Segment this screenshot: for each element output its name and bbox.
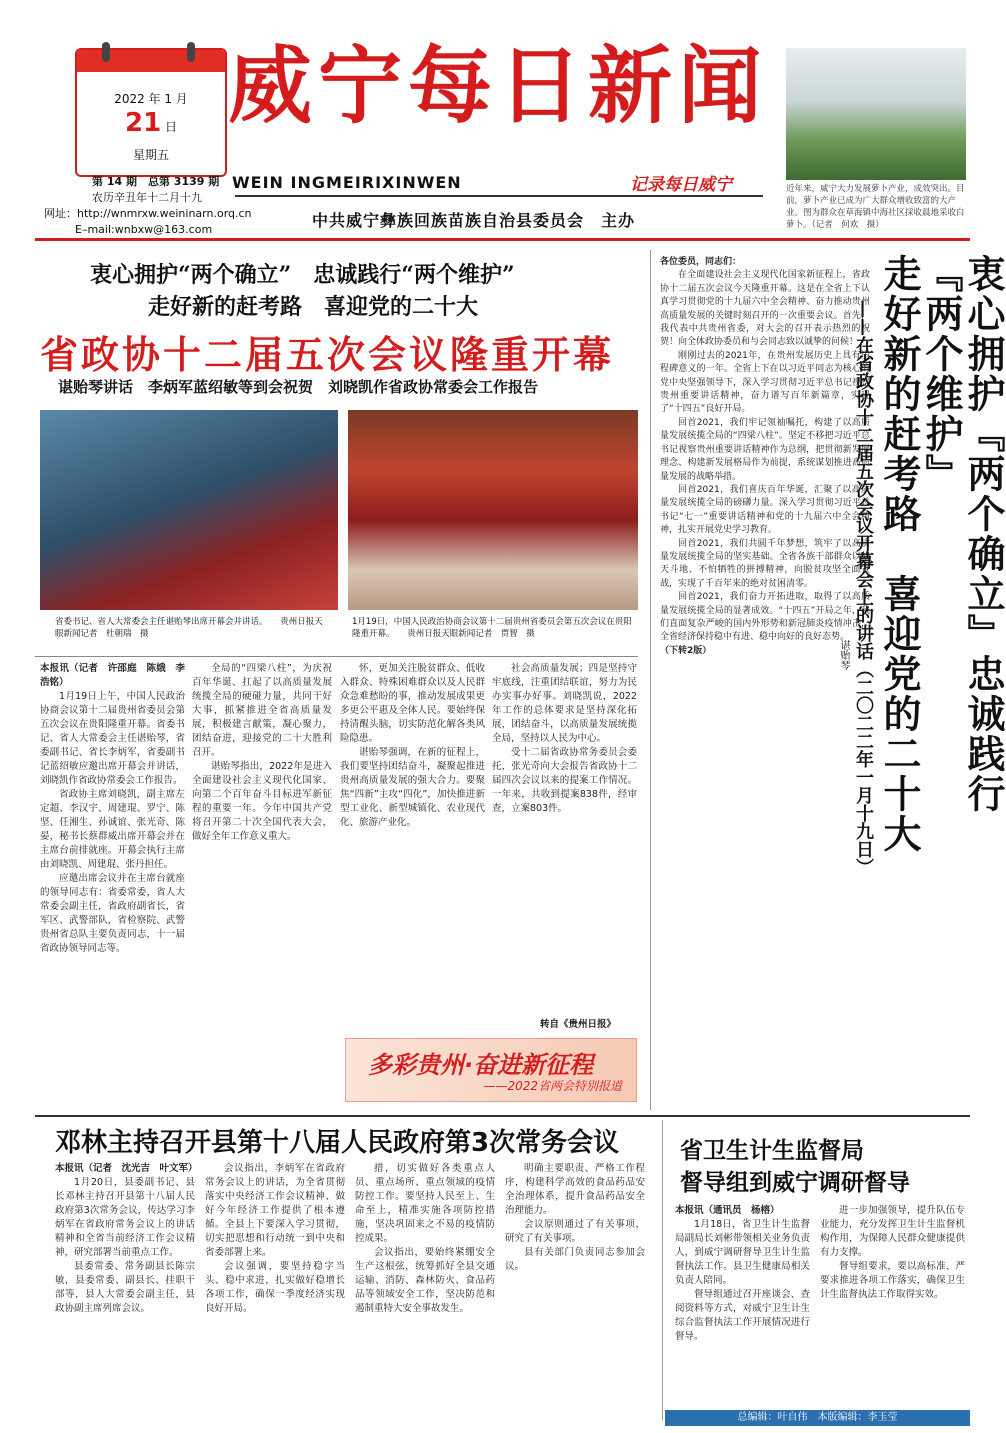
speech-paragraph: 回首2021，我们牢记领袖嘱托，构建了以高质量发展统揽全局的“四梁八柱”。坚定不移把习近平总书记视察贵州重要讲话精神作为总纲，把贯彻新发展理念、构建新发展格局作为前提，系统谋划推进高质量发展的战略举措。	[660, 417, 870, 482]
lead-body-col4	[492, 662, 637, 1032]
article2-paragraph: 会议强调，要坚持稳字当头、稳中求进，扎实做好稳增长各项工作，确保一季度经济实现良好开局。	[205, 1261, 345, 1314]
lead-paragraph: 谌贻琴指出，2022年是进入全面建设社会主义现代化国家、向第二个百年奋斗目标进军新征程的重要一年。今年中国共产党将召开第二十次全国代表大会，做好全年工作意义重大。	[192, 761, 332, 842]
lead-body-col1	[40, 662, 185, 1102]
lead-body-col3	[340, 662, 485, 1042]
speech-salutation: 各位委员，同志们：	[660, 257, 742, 267]
lead-kicker-1: 衷心拥护“两个确立” 忠诚践行“两个维护”	[90, 262, 515, 288]
lead-paragraph: 社会高质量发展；四是坚持守牢底线，注重团结联谊，努力为民办实事办好事。刘晓凯说，2022年工作的总体要求是坚持深化拓展，团结奋斗，以高质量发展统揽全局，坚持以人民为中心。	[492, 663, 637, 744]
article3-paragraph: 进一步加强领导，提升队伍专业能力，充分发挥卫生计生监督机构作用，为保障人民群众健康提供有力支撑。	[820, 1205, 965, 1258]
lead-photo-rule	[35, 656, 638, 657]
email[interactable]: E–mail:wnbxw@163.com	[75, 223, 213, 236]
article2-paragraph: 明确主要职责、严格工作程序，构建科学高效的食品药品安全治理体系，提升食品药品安全治理能力。	[505, 1163, 645, 1216]
speech-paragraph: 刚刚过去的2021年，在贵州发展历史上具有里程碑意义的一年。全省上下在以习近平同志为核心的党中央坚强领导下，深入学习贯彻习近平总书记视察贵州重要讲话精神，奋力谱写百年新篇章，实现了“十四五”良好开局。	[660, 350, 870, 415]
masthead-photo-caption: 近年来，威宁大力发展萝卜产业，成效突出。目前，萝卜产业已成为广大群众增收致富的大产业。图为群众在草海镇中海社区採收晨地采收白萝卜。（记者 何欢 摄）	[786, 184, 965, 230]
masthead-pinyin: WEIN INGMEIRIXINWEN	[232, 173, 462, 192]
radish-harvest-photo	[786, 48, 966, 180]
article3-paragraph: 督导组通过召开座谈会、查阅资料等方式，对威宁卫生计生综合监督执法工作开展情况进行督导。	[675, 1289, 810, 1342]
date-calendar	[75, 48, 227, 177]
lead-paragraph: 全局的“四梁八柱”，为庆祝百年华诞、扛起了以高质量发展统揽全局的硬碰力量，共同干好大事，抓紧推进全省高质量发展，积极建言献策，凝心聚力，团结奋进，迎接党的二十大胜利召开。	[192, 663, 332, 758]
banner-title: 多彩贵州·奋进新征程	[368, 1051, 594, 1079]
article2-col4	[505, 1162, 645, 1432]
column-divider	[650, 250, 651, 1110]
photo2-caption: 1月19日，中国人民政治协商会议第十二届贵州省委员会第五次会议在贵阳隆重开幕。 贵州日报天眼新闻记者 贾智 摄	[352, 617, 632, 639]
article3-col2	[820, 1204, 965, 1404]
website[interactable]: 网址：http://wnmrxw.weininarn.orq.cn	[44, 207, 252, 220]
masthead-divider	[235, 195, 763, 197]
article2-paragraph: 会议指出，李炳军在省政府常务会议上的讲话，为全省贯彻落实中央经济工作会议精神、做好今年经济工作提供了根本遵循。全县上下要深入学习贯彻，切实把思想和行动统一到中央和省委部署上来。	[205, 1163, 345, 1258]
speech-title-1: 衷心拥护『两个确立』忠诚践行『两个维护』	[919, 254, 1006, 814]
lead-byline: 本报讯（记者 许邵庭 陈娥 李浩铭）	[40, 663, 185, 688]
speech-continued: （下转2版）	[660, 645, 712, 656]
speech-paragraph: 回首2021，我们奋力开拓进取，取得了以高质量发展统揽全局的显著成效。“十四五”开局之年，我们直面复杂严峻的国内外形势和新冠肺炎疫情冲击，全省经济保持稳中有进、稳中向好的良好态势。	[660, 592, 870, 643]
article2-paragraph: 措，切实做好各类重点人员、重点场所、重点领域的疫情防控工作。要坚持人民至上、生命至上，精准实施各项防控措施，坚决巩固来之不易的疫情防控成果。	[355, 1163, 495, 1244]
lead-subhead: 谌贻琴讲话 李炳军蓝绍敏等到会祝贺 刘晓凯作省政协常委会工作报告	[58, 378, 539, 396]
lunar-date: 农历辛丑年十二月十九	[92, 191, 202, 204]
date-day: 21	[124, 108, 162, 138]
lead-headline: 省政协十二届五次会议隆重开幕	[40, 333, 615, 377]
article3-byline: 本报讯（通讯员 杨榕）	[675, 1205, 780, 1216]
speaker-photo	[40, 410, 338, 610]
article2-paragraph: 会议原则通过了有关事项，研究了有关事项。	[505, 1219, 645, 1244]
article3-headline-2: 督导组到威宁调研督导	[680, 1170, 910, 1196]
photo1-caption: 省委书记、省人大常委会主任谌贻琴出席开幕会并讲话。 贵州日报天眼新闻记者 杜朝瑞 摄	[55, 617, 323, 639]
date-day-unit: 日	[165, 120, 178, 134]
section-rule	[35, 1115, 970, 1117]
article3-headline-1: 省卫生计生监督局	[680, 1138, 864, 1164]
speech-author: 谌贻琴	[838, 640, 849, 670]
lead-kicker-2: 走好新的赶考路 喜迎党的二十大	[148, 294, 479, 320]
special-report-banner[interactable]	[345, 1038, 637, 1102]
speech-paragraph: 回首2021，我们共圆千年梦想，筑牢了以高质量发展统揽全局的坚实基础。全省各族干部群众以战天斗地、不怕牺牲的拼搏精神，向脱贫攻坚全面宣战，实现了千百年来的绝对贫困清零。	[660, 538, 870, 589]
conference-hall-photo	[348, 410, 638, 610]
article2-col3	[355, 1162, 495, 1432]
lead-source: 转自《贵州日报》	[540, 1019, 617, 1030]
speech-paragraph: 在全面建设社会主义现代化国家新征程上，省政协十二届五次会议今天隆重开幕。这是在全省上下认真学习贯彻党的十九届六中全会精神、奋力推动贵州高质量发展的关键时刻召开的一次重要会议。首先，我代表中共贵州省委，对大会的召开表示热烈的祝贺！向全体政协委员和与会同志致以诚挚的问候！	[660, 270, 870, 348]
calendar-ring-icon	[102, 42, 110, 62]
article2-paragraph: 县委常委、常务副县长陈宗敏，县委常委、副县长、挂职干部等，县人大常委会副主任，县政协副主席列席会议。	[55, 1261, 195, 1314]
article2-col1	[55, 1162, 198, 1432]
article3-col1	[675, 1204, 810, 1404]
speech-paragraph: 回首2021，我们喜庆百年华诞，汇聚了以高质量发展统揽全局的磅礴力量。深入学习贯彻习近平总书记“七一”重要讲话精神和党的十九届六中全会精神，扎实开展党史学习教育。	[660, 484, 870, 536]
calendar-ring-icon	[187, 42, 195, 62]
masthead-title: 威宁每日新闻	[228, 36, 769, 135]
lead-paragraph: 受十二届省政协常务委员会委托，张光奇向大会报告省政协十二届四次会议以来的提案工作情况。一年来，共收到提案838件，经审查，立案803件。	[492, 747, 637, 814]
article2-headline: 邓林主持召开县第十八届人民政府第3次常务会议	[55, 1128, 620, 1158]
masthead-sponsor: 中共威宁彝族回族苗族自治县委员会 主办	[312, 211, 636, 230]
lead-paragraph: 1月19日上午，中国人民政治协商会议第十二届贵州省委员会第五次会议在贵阳隆重开幕。省委书记、省人大常委会主任谌贻琴，省委副书记、省长李炳军，省委副书记蓝绍敏应邀出席开幕会并讲话，刘晓凯作省政协常委会工作报告。	[40, 691, 185, 786]
banner-subtitle: ——2022省两会特别报道	[483, 1079, 622, 1093]
column-divider	[662, 1120, 663, 1420]
masthead-slogan: 记录每日威宁	[630, 175, 732, 195]
editor-footer: 总编辑：叶自伟 本版编辑：李玉莹	[665, 1410, 970, 1426]
lead-body-col2	[192, 662, 332, 1102]
weekday: 星期五	[132, 148, 169, 162]
speech-title-2: 走好新的赶考路 喜迎党的二十大	[877, 254, 922, 854]
article2-byline: 本报讯（记者 沈光吉 叶文军）	[55, 1163, 198, 1174]
masthead-rule	[35, 238, 970, 241]
article2-paragraph: 1月20日，县委副书记、县长邓林主持召开县第十八届人民政府第3次常务会议，传达学习李炳军在省政府常务会议上的讲话精神和全省当前经济工作会议精神，研究部署当前重点工作。	[55, 1177, 195, 1258]
lead-paragraph: 省政协主席刘晓凯，副主席左定超、李汉宇、周建琨、罗宁、陈坚、任湘生、孙诚谊、张光奇、陈晏，秘书长蔡群威出席开幕会并在主席台前排就座。开幕会执行主席由刘晓凯、周建琨、张丹担任。	[40, 789, 185, 870]
date-year-month: 2022 年 1 月	[114, 92, 188, 106]
lead-paragraph: 谌贻琴强调，在新的征程上，我们要坚持团结奋斗，凝聚起推进贵州高质量发展的强大合力。要聚焦“四新”主攻“四化”，加快推进新型工业化、新型城镇化、农业现代化、旅游产业化。	[340, 747, 485, 828]
issue-number: 第 14 期 总第 3139 期	[92, 175, 220, 188]
lead-paragraph: 怀，更加关注脱贫群众、低收入群众、特殊困难群众以及人民群众急难愁盼的事，推动发展成果更多更公平惠及全体人民。要始终保持清醒头脑，切实防范化解各类风险隐患。	[340, 663, 485, 744]
article3-paragraph: 督导组要求，要以高标准、严要求推进各项工作落实，确保卫生计生监督执法工作取得实效。	[820, 1261, 965, 1300]
article2-paragraph: 会议指出，要始终紧绷安全生产这根弦，统筹抓好全县交通运输、消防、森林防火、食品药品等领域安全工作，坚决防范和遏制重特大安全事故发生。	[355, 1247, 495, 1314]
article2-col2	[205, 1162, 345, 1432]
calendar-top-bar	[77, 50, 225, 72]
speech-subtitle: ——在省政协十二届五次会议开幕会上的讲话（二〇二二年一月十九日）	[853, 300, 874, 876]
article2-paragraph: 县有关部门负责同志参加会议。	[505, 1247, 645, 1272]
article3-paragraph: 1月18日，省卫生计生监督局副局长刘彬带领相关业务负责人，到威宁调研督导卫生计生监督执法工作。县卫生健康局相关负责人陪同。	[675, 1219, 810, 1286]
lead-paragraph: 应邀出席会议并在主席台就座的领导同志有：省委常委，省人大常委会副主任，省政府副省长，省军区、武警部队，省检察院、武警贵州省总队主要负责同志，十一届省政协领导同志等。	[40, 873, 185, 954]
